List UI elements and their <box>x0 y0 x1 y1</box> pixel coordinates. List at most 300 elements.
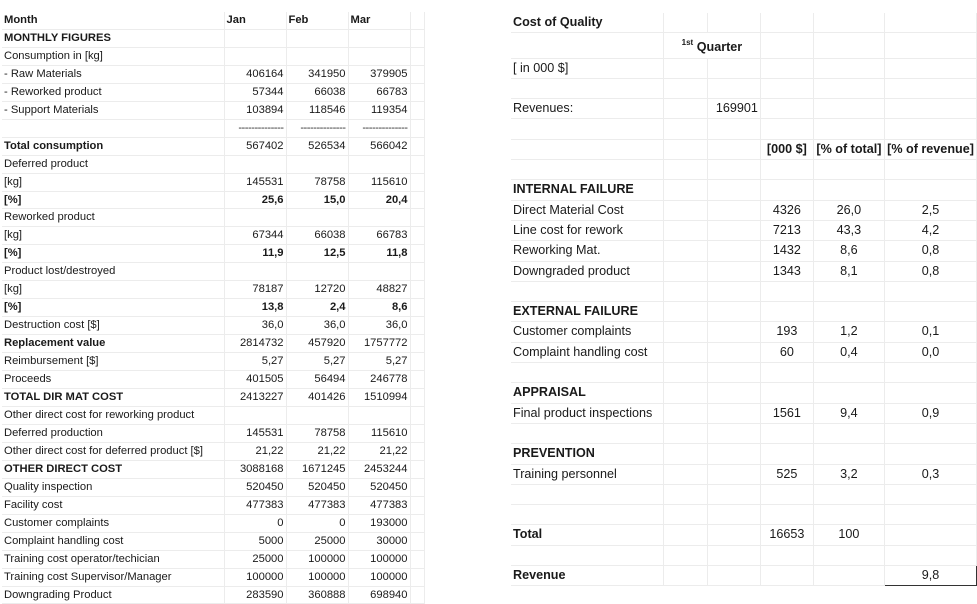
pct-revenue-value[interactable]: 2,5 <box>885 200 977 220</box>
empty-cell[interactable] <box>410 209 424 227</box>
row-label[interactable]: Facility cost <box>2 496 224 514</box>
row-value[interactable]: 2413227 <box>224 389 286 407</box>
empty-cell[interactable] <box>707 302 760 322</box>
empty-cell[interactable] <box>707 423 760 443</box>
cost-value[interactable]: 1343 <box>760 261 813 281</box>
empty-cell[interactable] <box>813 180 884 200</box>
cost-value[interactable]: 7213 <box>760 220 813 240</box>
row-value[interactable]: 100000 <box>348 568 410 586</box>
row-label[interactable]: Training cost operator/techician <box>2 550 224 568</box>
pct-total-value[interactable]: 8,1 <box>813 261 884 281</box>
empty-cell[interactable] <box>760 281 813 301</box>
row-value[interactable]: 11,8 <box>348 245 410 263</box>
empty-cell[interactable] <box>885 525 977 545</box>
row-value[interactable]: 2453244 <box>348 460 410 478</box>
empty-cell[interactable] <box>663 342 707 362</box>
section-title[interactable]: INTERNAL FAILURE <box>511 180 663 200</box>
row-label[interactable]: - Support Materials <box>2 101 224 119</box>
empty-cell[interactable] <box>760 566 813 586</box>
empty-cell[interactable] <box>410 478 424 496</box>
empty-cell[interactable] <box>885 363 977 383</box>
empty-cell[interactable] <box>410 442 424 460</box>
row-value[interactable]: 526534 <box>286 137 348 155</box>
empty-cell[interactable] <box>663 403 707 423</box>
row-value[interactable]: -------------- <box>224 119 286 137</box>
empty-cell[interactable] <box>410 101 424 119</box>
row-label[interactable]: Training cost Supervisor/Manager <box>2 568 224 586</box>
total-value[interactable]: 16653 <box>760 525 813 545</box>
empty-cell[interactable] <box>813 545 884 565</box>
row-value[interactable]: 12720 <box>286 281 348 299</box>
empty-cell[interactable] <box>286 263 348 281</box>
empty-cell[interactable] <box>410 155 424 173</box>
row-value[interactable]: 78187 <box>224 281 286 299</box>
empty-cell[interactable] <box>410 406 424 424</box>
empty-cell[interactable] <box>224 47 286 65</box>
row-label[interactable]: Consumption in [kg] <box>2 47 224 65</box>
empty-cell[interactable] <box>663 78 707 98</box>
empty-cell[interactable] <box>511 423 663 443</box>
empty-cell[interactable] <box>885 33 977 58</box>
row-value[interactable]: 115610 <box>348 424 410 442</box>
empty-cell[interactable] <box>663 444 707 464</box>
empty-cell[interactable] <box>224 209 286 227</box>
row-value[interactable]: 56494 <box>286 371 348 389</box>
pct-total-value[interactable]: 3,2 <box>813 464 884 484</box>
pct-total-value[interactable]: 43,3 <box>813 220 884 240</box>
empty-cell[interactable] <box>760 505 813 525</box>
empty-cell[interactable] <box>760 545 813 565</box>
empty-cell[interactable] <box>410 586 424 604</box>
empty-cell[interactable] <box>885 484 977 504</box>
empty-cell[interactable] <box>410 424 424 442</box>
empty-cell[interactable] <box>410 371 424 389</box>
empty-cell[interactable] <box>410 137 424 155</box>
empty-cell[interactable] <box>707 160 760 180</box>
row-value[interactable]: 145531 <box>224 173 286 191</box>
empty-cell[interactable] <box>663 566 707 586</box>
empty-cell[interactable] <box>663 505 707 525</box>
section-title[interactable]: EXTERNAL FAILURE <box>511 302 663 322</box>
empty-cell[interactable] <box>885 180 977 200</box>
empty-cell[interactable] <box>813 33 884 58</box>
empty-cell[interactable] <box>663 383 707 403</box>
empty-cell[interactable] <box>286 209 348 227</box>
cost-item-label[interactable]: Reworking Mat. <box>511 241 663 261</box>
quarter-label-cell[interactable] <box>663 33 760 58</box>
empty-cell[interactable] <box>885 444 977 464</box>
empty-cell[interactable] <box>707 139 760 159</box>
empty-cell[interactable] <box>410 353 424 371</box>
empty-cell[interactable] <box>286 155 348 173</box>
row-value[interactable]: 103894 <box>224 101 286 119</box>
empty-cell[interactable] <box>707 464 760 484</box>
empty-cell[interactable] <box>707 444 760 464</box>
empty-cell[interactable] <box>663 241 707 261</box>
row-value[interactable]: 193000 <box>348 514 410 532</box>
empty-cell[interactable] <box>707 545 760 565</box>
col-header-pct-total[interactable]: [% of total] <box>813 139 884 159</box>
empty-cell[interactable] <box>813 13 884 33</box>
total-label[interactable]: Total <box>511 525 663 545</box>
row-value[interactable]: 1671245 <box>286 460 348 478</box>
empty-cell[interactable] <box>813 566 884 586</box>
row-value[interactable]: 48827 <box>348 281 410 299</box>
empty-cell[interactable] <box>885 505 977 525</box>
empty-cell[interactable] <box>760 33 813 58</box>
row-value[interactable]: 11,9 <box>224 245 286 263</box>
empty-cell[interactable] <box>410 173 424 191</box>
empty-cell[interactable] <box>813 281 884 301</box>
row-value[interactable]: 78758 <box>286 173 348 191</box>
revenues-label[interactable]: Revenues: <box>511 99 663 119</box>
empty-cell[interactable] <box>224 263 286 281</box>
cost-item-label[interactable]: Customer complaints <box>511 322 663 342</box>
empty-cell[interactable] <box>663 363 707 383</box>
empty-cell[interactable] <box>885 423 977 443</box>
row-value[interactable]: 566042 <box>348 137 410 155</box>
empty-cell[interactable] <box>707 180 760 200</box>
empty-cell[interactable] <box>511 160 663 180</box>
row-value[interactable]: 36,0 <box>224 317 286 335</box>
cost-value[interactable]: 1561 <box>760 403 813 423</box>
col-header-pct-revenue[interactable]: [% of revenue] <box>885 139 977 159</box>
row-value[interactable]: 401426 <box>286 389 348 407</box>
empty-cell[interactable] <box>348 29 410 47</box>
empty-cell[interactable] <box>511 281 663 301</box>
row-label[interactable]: [%] <box>2 299 224 317</box>
row-label[interactable]: Complaint handling cost <box>2 532 224 550</box>
empty-cell[interactable] <box>760 302 813 322</box>
empty-cell[interactable] <box>348 47 410 65</box>
row-value[interactable]: 5,27 <box>224 353 286 371</box>
cost-value[interactable]: 60 <box>760 342 813 362</box>
month-jan-header[interactable]: Jan <box>224 12 286 29</box>
empty-cell[interactable] <box>760 119 813 139</box>
empty-cell[interactable] <box>707 200 760 220</box>
empty-cell[interactable] <box>813 302 884 322</box>
empty-cell[interactable] <box>707 119 760 139</box>
row-value[interactable]: 567402 <box>224 137 286 155</box>
row-value[interactable]: 1510994 <box>348 389 410 407</box>
empty-cell[interactable] <box>707 78 760 98</box>
pct-revenue-value[interactable]: 0,1 <box>885 322 977 342</box>
row-label[interactable]: [%] <box>2 191 224 209</box>
pct-total-value[interactable]: 9,4 <box>813 403 884 423</box>
empty-cell[interactable] <box>813 383 884 403</box>
pct-total-value[interactable]: 26,0 <box>813 200 884 220</box>
empty-cell[interactable] <box>885 302 977 322</box>
row-value[interactable]: 21,22 <box>348 442 410 460</box>
row-label[interactable]: Deferred product <box>2 155 224 173</box>
pct-revenue-value[interactable]: 0,0 <box>885 342 977 362</box>
empty-cell[interactable] <box>707 281 760 301</box>
row-value[interactable]: 15,0 <box>286 191 348 209</box>
row-value[interactable]: 246778 <box>348 371 410 389</box>
row-value[interactable]: 100000 <box>224 568 286 586</box>
row-value[interactable]: 5,27 <box>286 353 348 371</box>
empty-cell[interactable] <box>410 514 424 532</box>
empty-cell[interactable] <box>663 180 707 200</box>
row-label[interactable]: [%] <box>2 245 224 263</box>
row-value[interactable]: 401505 <box>224 371 286 389</box>
row-value[interactable]: 379905 <box>348 65 410 83</box>
empty-cell[interactable] <box>760 160 813 180</box>
pct-revenue-value[interactable]: 0,8 <box>885 261 977 281</box>
empty-cell[interactable] <box>813 78 884 98</box>
empty-cell[interactable] <box>707 403 760 423</box>
row-value[interactable]: 341950 <box>286 65 348 83</box>
row-label[interactable]: Destruction cost [$] <box>2 317 224 335</box>
empty-cell[interactable] <box>760 78 813 98</box>
empty-cell[interactable] <box>885 119 977 139</box>
empty-cell[interactable] <box>663 99 707 119</box>
empty-cell[interactable] <box>707 220 760 240</box>
row-value[interactable]: -------------- <box>348 119 410 137</box>
cost-item-label[interactable]: Final product inspections <box>511 403 663 423</box>
empty-cell[interactable] <box>885 281 977 301</box>
empty-cell[interactable] <box>707 241 760 261</box>
empty-cell[interactable] <box>348 263 410 281</box>
empty-cell[interactable] <box>224 155 286 173</box>
row-value[interactable]: 520450 <box>224 478 286 496</box>
pct-revenue-value[interactable]: 0,9 <box>885 403 977 423</box>
row-value[interactable]: 118546 <box>286 101 348 119</box>
revenue-ratio-cell[interactable]: 9,8 <box>885 566 977 586</box>
row-value[interactable]: 8,6 <box>348 299 410 317</box>
row-value[interactable]: 360888 <box>286 586 348 604</box>
empty-cell[interactable] <box>224 29 286 47</box>
empty-cell[interactable] <box>663 119 707 139</box>
empty-cell[interactable] <box>410 47 424 65</box>
empty-cell[interactable] <box>663 220 707 240</box>
pct-revenue-value[interactable]: 0,3 <box>885 464 977 484</box>
row-value[interactable]: 78758 <box>286 424 348 442</box>
revenue-label[interactable]: Revenue <box>511 566 663 586</box>
empty-cell[interactable] <box>885 78 977 98</box>
row-label[interactable]: Proceeds <box>2 371 224 389</box>
row-value[interactable]: 66783 <box>348 227 410 245</box>
total-pct[interactable]: 100 <box>813 525 884 545</box>
empty-cell[interactable] <box>707 13 760 33</box>
empty-cell[interactable] <box>410 460 424 478</box>
empty-cell[interactable] <box>663 58 707 78</box>
empty-cell[interactable] <box>760 13 813 33</box>
row-value[interactable]: 100000 <box>286 568 348 586</box>
month-mar-header[interactable]: Mar <box>348 12 410 29</box>
row-label[interactable]: Total consumption <box>2 137 224 155</box>
row-value[interactable]: 25,6 <box>224 191 286 209</box>
empty-cell[interactable] <box>760 99 813 119</box>
row-label[interactable]: MONTHLY FIGURES <box>2 29 224 47</box>
empty-cell[interactable] <box>410 119 424 137</box>
pct-total-value[interactable]: 8,6 <box>813 241 884 261</box>
section-title[interactable]: APPRAISAL <box>511 383 663 403</box>
empty-cell[interactable] <box>760 444 813 464</box>
row-value[interactable]: 2,4 <box>286 299 348 317</box>
empty-cell[interactable] <box>663 13 707 33</box>
row-value[interactable]: 3088168 <box>224 460 286 478</box>
month-feb-header[interactable]: Feb <box>286 12 348 29</box>
empty-cell[interactable] <box>410 281 424 299</box>
empty-cell[interactable] <box>760 484 813 504</box>
row-value[interactable]: 477383 <box>286 496 348 514</box>
empty-cell[interactable] <box>760 58 813 78</box>
row-value[interactable]: 21,22 <box>286 442 348 460</box>
cost-item-label[interactable]: Direct Material Cost <box>511 200 663 220</box>
row-label[interactable]: Reimbursement [$] <box>2 353 224 371</box>
row-value[interactable]: 66038 <box>286 83 348 101</box>
cost-value[interactable]: 525 <box>760 464 813 484</box>
empty-cell[interactable] <box>707 566 760 586</box>
row-value[interactable]: 0 <box>224 514 286 532</box>
row-value[interactable]: 12,5 <box>286 245 348 263</box>
empty-cell[interactable] <box>286 47 348 65</box>
empty-cell[interactable] <box>707 484 760 504</box>
empty-cell[interactable] <box>286 29 348 47</box>
empty-cell[interactable] <box>663 281 707 301</box>
row-value[interactable]: 115610 <box>348 173 410 191</box>
pct-total-value[interactable]: 1,2 <box>813 322 884 342</box>
empty-cell[interactable] <box>663 545 707 565</box>
row-label[interactable] <box>2 119 224 137</box>
cost-value[interactable]: 4326 <box>760 200 813 220</box>
row-value[interactable]: 457920 <box>286 335 348 353</box>
empty-cell[interactable] <box>348 155 410 173</box>
empty-cell[interactable] <box>707 505 760 525</box>
row-label[interactable]: - Raw Materials <box>2 65 224 83</box>
empty-cell[interactable] <box>410 317 424 335</box>
cost-item-label[interactable]: Line cost for rework <box>511 220 663 240</box>
empty-cell[interactable] <box>663 302 707 322</box>
empty-cell[interactable] <box>663 261 707 281</box>
pct-revenue-value[interactable]: 4,2 <box>885 220 977 240</box>
empty-cell[interactable] <box>410 29 424 47</box>
empty-cell[interactable] <box>813 505 884 525</box>
row-value[interactable]: -------------- <box>286 119 348 137</box>
row-value[interactable]: 66783 <box>348 83 410 101</box>
col-header-000[interactable]: [000 $] <box>760 139 813 159</box>
row-value[interactable]: 25000 <box>286 532 348 550</box>
empty-cell[interactable] <box>813 363 884 383</box>
row-label[interactable]: [kg] <box>2 227 224 245</box>
empty-cell[interactable] <box>663 139 707 159</box>
empty-cell[interactable] <box>410 191 424 209</box>
empty-cell[interactable] <box>707 383 760 403</box>
row-value[interactable]: 57344 <box>224 83 286 101</box>
empty-cell[interactable] <box>813 444 884 464</box>
empty-cell[interactable] <box>410 227 424 245</box>
empty-cell[interactable] <box>224 406 286 424</box>
empty-cell[interactable] <box>410 65 424 83</box>
empty-cell[interactable] <box>760 423 813 443</box>
row-value[interactable]: 36,0 <box>286 317 348 335</box>
row-label[interactable]: Quality inspection <box>2 478 224 496</box>
empty-cell[interactable] <box>813 99 884 119</box>
row-value[interactable]: 100000 <box>286 550 348 568</box>
empty-cell[interactable] <box>511 119 663 139</box>
row-label[interactable]: [kg] <box>2 281 224 299</box>
empty-cell[interactable] <box>663 322 707 342</box>
row-value[interactable]: 283590 <box>224 586 286 604</box>
cost-item-label[interactable]: Complaint handling cost <box>511 342 663 362</box>
cost-item-label[interactable]: Training personnel <box>511 464 663 484</box>
empty-cell[interactable] <box>885 545 977 565</box>
empty-cell[interactable] <box>885 58 977 78</box>
row-value[interactable]: 67344 <box>224 227 286 245</box>
row-label[interactable]: - Reworked product <box>2 83 224 101</box>
row-value[interactable]: 20,4 <box>348 191 410 209</box>
row-value[interactable]: 2814732 <box>224 335 286 353</box>
section-title[interactable]: PREVENTION <box>511 444 663 464</box>
row-value[interactable]: 100000 <box>348 550 410 568</box>
empty-cell[interactable] <box>707 58 760 78</box>
row-label[interactable]: Replacement value <box>2 335 224 353</box>
row-value[interactable]: 5,27 <box>348 353 410 371</box>
empty-cell[interactable] <box>348 209 410 227</box>
row-value[interactable]: 66038 <box>286 227 348 245</box>
empty-cell[interactable] <box>663 525 707 545</box>
empty-cell[interactable] <box>410 83 424 101</box>
empty-cell[interactable] <box>707 363 760 383</box>
cost-value[interactable]: 1432 <box>760 241 813 261</box>
empty-cell[interactable] <box>813 160 884 180</box>
row-label[interactable]: Reworked product <box>2 209 224 227</box>
empty-cell[interactable] <box>885 99 977 119</box>
empty-cell[interactable] <box>760 383 813 403</box>
cost-item-label[interactable]: Downgraded product <box>511 261 663 281</box>
row-label[interactable]: Other direct cost for deferred product [$] <box>2 442 224 460</box>
empty-cell[interactable] <box>760 180 813 200</box>
cost-value[interactable]: 193 <box>760 322 813 342</box>
empty-cell[interactable] <box>410 12 424 29</box>
row-label[interactable]: Customer complaints <box>2 514 224 532</box>
empty-cell[interactable] <box>511 363 663 383</box>
empty-cell[interactable] <box>410 568 424 586</box>
row-value[interactable]: 13,8 <box>224 299 286 317</box>
coq-unit[interactable]: [ in 000 $] <box>511 58 663 78</box>
empty-cell[interactable] <box>410 299 424 317</box>
row-value[interactable]: 477383 <box>348 496 410 514</box>
empty-cell[interactable] <box>813 119 884 139</box>
empty-cell[interactable] <box>885 13 977 33</box>
empty-cell[interactable] <box>885 383 977 403</box>
empty-cell[interactable] <box>663 464 707 484</box>
empty-cell[interactable] <box>813 58 884 78</box>
empty-cell[interactable] <box>410 389 424 407</box>
row-value[interactable]: 145531 <box>224 424 286 442</box>
row-value[interactable]: 36,0 <box>348 317 410 335</box>
empty-cell[interactable] <box>348 406 410 424</box>
month-header[interactable]: Month <box>2 12 224 29</box>
empty-cell[interactable] <box>410 532 424 550</box>
empty-cell[interactable] <box>410 263 424 281</box>
empty-cell[interactable] <box>410 245 424 263</box>
empty-cell[interactable] <box>663 160 707 180</box>
row-value[interactable]: 520450 <box>286 478 348 496</box>
revenues-value[interactable]: 169901 <box>707 99 760 119</box>
row-label[interactable]: Product lost/destroyed <box>2 263 224 281</box>
empty-cell[interactable] <box>410 550 424 568</box>
row-label[interactable]: Other direct cost for reworking product <box>2 406 224 424</box>
empty-cell[interactable] <box>885 160 977 180</box>
empty-cell[interactable] <box>813 484 884 504</box>
pct-revenue-value[interactable]: 0,8 <box>885 241 977 261</box>
empty-cell[interactable] <box>511 545 663 565</box>
row-value[interactable]: 406164 <box>224 65 286 83</box>
row-value[interactable]: 0 <box>286 514 348 532</box>
empty-cell[interactable] <box>813 423 884 443</box>
